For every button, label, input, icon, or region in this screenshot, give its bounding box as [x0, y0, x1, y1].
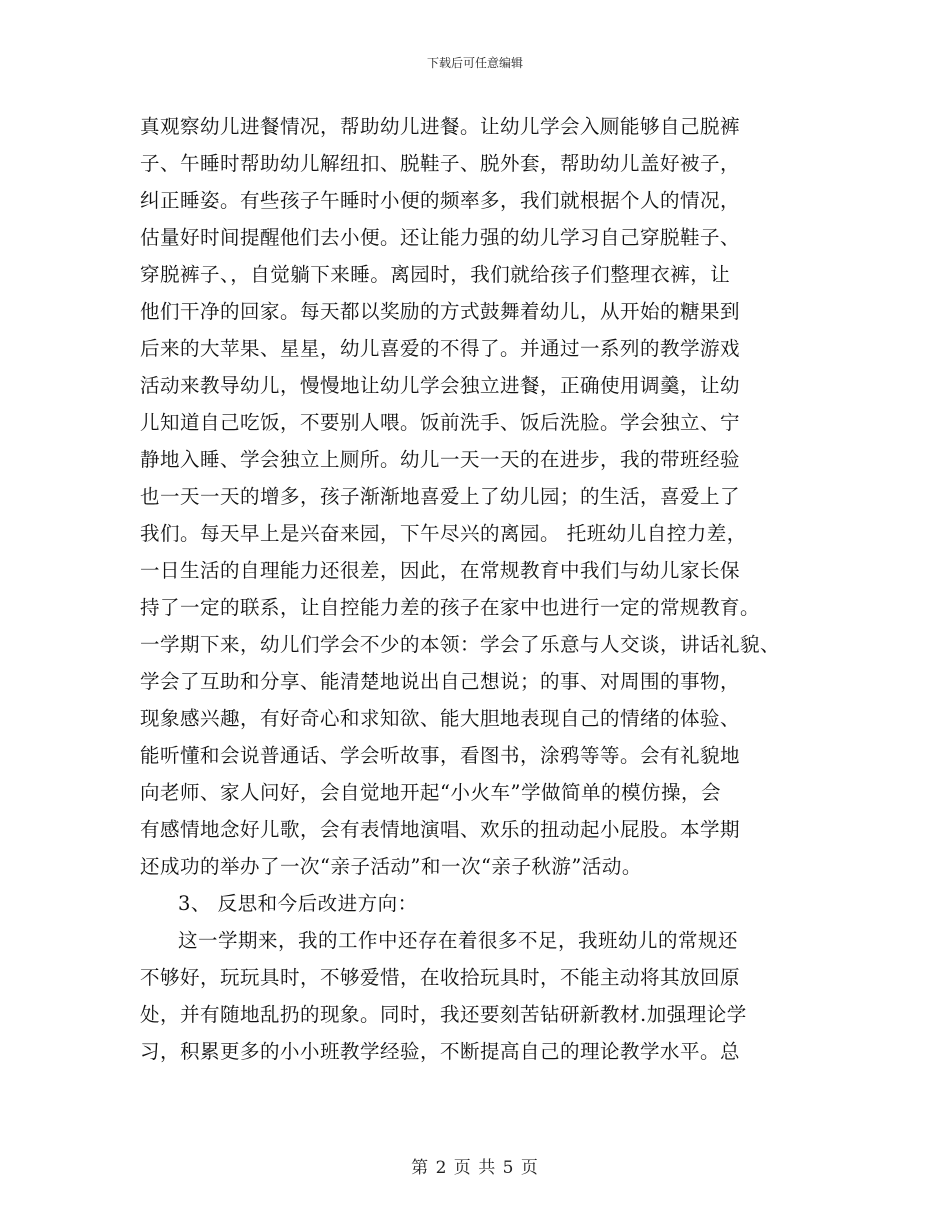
page-header: 下载后可任意编辑 [426, 56, 523, 70]
text-line: 穿脱裤子、，自觉躺下来睡。离园时，我们就给孩子们整理衣裤，让 [140, 263, 731, 286]
text-line: 活动来教导幼儿，慢慢地让幼儿学会独立进餐，正确使用调羹，让幼 [140, 374, 741, 397]
text-line: 持了一定的联系，让自控能力差的孩子在家中也进行一定的常规教育。 [140, 596, 761, 619]
text-line: 处，并有随地乱扔的现象。同时，我还要刻苦钻研新教材.加强理论学 [140, 1003, 747, 1026]
text-line: 估量好时间提醒他们去小便。还让能力强的幼儿学习自己穿脱鞋子、 [140, 226, 741, 249]
text-line: 我们。每天早上是兴奋来园，下午尽兴的离园。 托班幼儿自控力差， [140, 522, 747, 545]
text-line: 现象感兴趣，有好奇心和求知欲、能大胆地表现自己的情绪的体验、 [140, 707, 741, 730]
page-footer: 第 2 页 共 5 页 [411, 1158, 539, 1178]
section-heading: 3、 反思和今后改进方向： [178, 892, 418, 915]
text-line: 儿知道自己吃饭，不要别人喂。饭前洗手、饭后洗脸。学会独立、宁 [140, 411, 741, 434]
text-line: 不够好，玩玩具时，不够爱惜，在收拾玩具时，不能主动将其放回原 [140, 966, 741, 989]
text-line: 能听懂和会说普通话、学会听故事，看图书，涂鸦等等。会有礼貌地 [140, 744, 741, 767]
text-line: 学会了互助和分享、能清楚地说出自己想说；的事、对周围的事物， [140, 670, 741, 693]
document-body [140, 108, 830, 1070]
text-line: 他们干净的回家。每天都以奖励的方式鼓舞着幼儿，从开始的糖果到 [140, 300, 741, 323]
text-line: 有感情地念好儿歌，会有表情地演唱、欢乐的扭动起小屁股。本学期 [140, 818, 741, 841]
text-line: 子、午睡时帮助幼儿解纽扣、脱鞋子、脱外套，帮助幼儿盖好被子， [140, 152, 741, 175]
text-line: 也一天一天的增多，孩子渐渐地喜爱上了幼儿园；的生活，喜爱上了 [140, 485, 741, 508]
text-line: 后来的大苹果、星星，幼儿喜爱的不得了。并通过一系列的教学游戏 [140, 337, 741, 360]
text-line: 静地入睡、学会独立上厕所。幼儿一天一天的在进步，我的带班经验 [140, 448, 741, 471]
text-line: 真观察幼儿进餐情况，帮助幼儿进餐。让幼儿学会入厕能够自己脱裤 [140, 115, 741, 138]
text-line: 一日生活的自理能力还很差，因此，在常规教育中我们与幼儿家长保 [140, 559, 741, 582]
text-line: 还成功的举办了一次“亲子活动”和一次“亲子秋游”活动。 [140, 855, 642, 878]
text-line: 纠正睡姿。有些孩子午睡时小便的频率多，我们就根据个人的情况， [140, 189, 741, 212]
text-line: 一学期下来，幼儿们学会不少的本领：学会了乐意与人交谈，讲话礼貌、 [140, 633, 781, 656]
text-line: 这一学期来，我的工作中还存在着很多不足，我班幼儿的常规还 [178, 929, 739, 952]
text-line: 向老师、家人问好，会自觉地开起“小火车”学做简单的模仿操，会 [140, 781, 721, 804]
text-line: 习，积累更多的小小班教学经验，不断提高自己的理论教学水平。总 [140, 1040, 741, 1063]
